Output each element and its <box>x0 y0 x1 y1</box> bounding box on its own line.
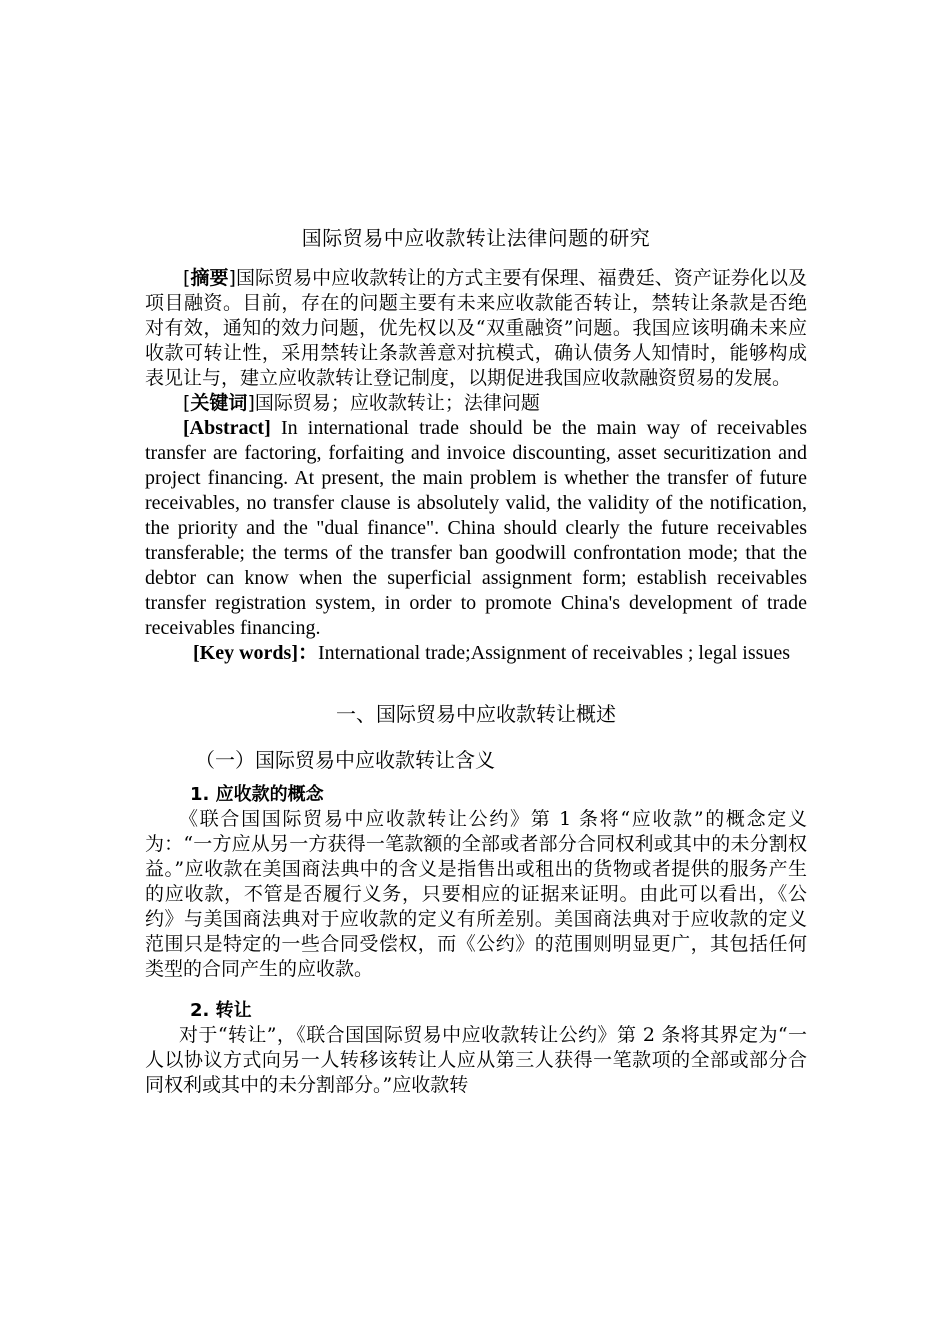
item2-paragraph: 对于“转让”，《联合国国际贸易中应收款转让公约》第 2 条将其界定为“一人以协议方式向另一人转移该转让人应从第三人获得一笔款项的全部或部分合同权利或其中的未分割部分。”应收款转 <box>145 1024 807 1096</box>
keywords-en-colon: ： <box>297 642 318 664</box>
abstract-en-paragraph <box>145 416 807 641</box>
abstract-cn-label-wrap: [摘要] <box>183 267 236 289</box>
keywords-en-paragraph <box>145 641 807 666</box>
document-page <box>145 222 807 1098</box>
keywords-en-text: International trade;Assignment of receivables ; legal issues <box>317 642 791 664</box>
item2-heading: 2. 转让 <box>190 1000 252 1021</box>
document-title: 国际贸易中应收款转让法律问题的研究 <box>301 226 651 250</box>
keywords-cn-paragraph <box>145 391 807 416</box>
keywords-cn-label: 关键词 <box>190 392 248 414</box>
keywords-en-label: [Key words] <box>193 642 298 664</box>
section1-heading: 一、国际贸易中应收款转让概述 <box>336 702 616 726</box>
abstract-cn-text: 国际贸易中应收款转让的方式主要有保理、福费廷、资产证券化以及项目融资。目前，存在的问题主要有未来应收款能否转让，禁转让条款是否绝对有效，通知的效力问题，优先权以及“双重融资”问题。我国应该明确未来应收款可转让性，采用禁转让条款善意对抗模式，确认债务人知情时，能够构成表见让与，建立应收款转让登记制度，以期促进我国应收款融资贸易的发展。 <box>145 267 807 389</box>
abstract-en-text: In international trade should be the main way of receivables transfer are factoring, forfaiting and invoice discounting, asset securitization and project financing. At present, the main problem is whether the transfer of future receivables, no transfer clause is absolutely valid, the validity of the notification, the priority and the "dual finance". China should clearly the future receivables transferable; the terms of the transfer ban goodwill confrontation mode; that the debtor can know when the superficial assignment form; establish receivables transfer registration system, in order to promote China's development of trade receivables financing. <box>145 417 807 639</box>
item1-heading: 1. 应收款的概念 <box>190 784 324 805</box>
abstract-cn-paragraph <box>145 266 807 391</box>
keywords-cn-text: 国际贸易；应收款转让；法律问题 <box>254 392 540 414</box>
abstract-en-label: [Abstract] <box>183 417 271 439</box>
abstract-cn-label: 摘要 <box>190 267 229 289</box>
item1-paragraph: 《联合国国际贸易中应收款转让公约》第 1 条将“应收款”的概念定义为：“一方应从另一方获得一笔款额的全部或者部分合同权利或其中的未分割权益。”应收款在美国商法典中的含义是指售出或租出的货物或者提供的服务产生的应收款，不管是否履行义务，只要相应的证据来证明。由此可以看出，《公约》与美国商法典对于应收款的定义有所差别。美国商法典对于应收款的定义范围只是特定的一些合同受偿权，而《公约》的范围则明显更广，其包括任何类型的合同产生的应收款。 <box>145 808 807 980</box>
keywords-cn-label-wrap: [关键词] <box>183 392 255 414</box>
subsection1-heading: （一）国际贸易中应收款转让含义 <box>195 748 495 772</box>
